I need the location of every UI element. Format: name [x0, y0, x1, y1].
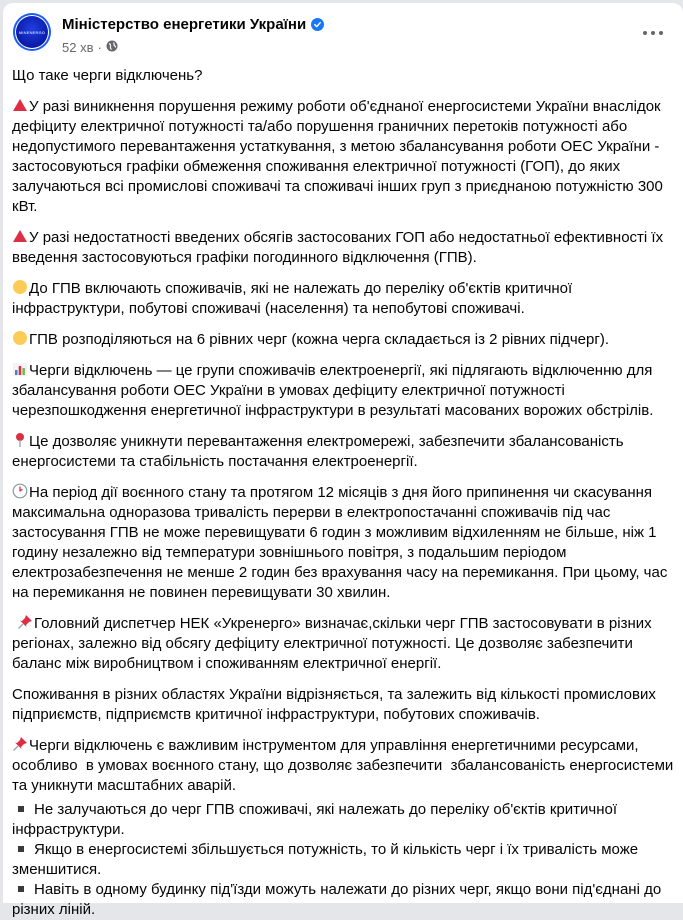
meta-separator: ·: [97, 40, 102, 55]
post-header: [3, 3, 683, 63]
list-item: Не залучаються до черг ГПВ споживачі, які належать до переліку об'єктів критичної інфраструктури.: [12, 801, 618, 838]
square-bullet-icon: [18, 806, 24, 812]
post-card: [3, 3, 683, 918]
yellow-circle-icon: [12, 279, 28, 295]
list-item: Навіть в одному будинку під'їзди можуть належати до різних черг, якщо вони під'єднані до різних ліній.: [12, 881, 662, 918]
paragraph: До ГПВ включають споживачів, які не належать до переліку об'єктів критичної інфраструктури, побутові споживачі (населення) та непобутові споживачі.: [12, 280, 577, 317]
pushpin-icon: [12, 736, 28, 752]
yellow-circle-icon: [12, 330, 28, 346]
page-name[interactable]: Міністерство енергетики України: [62, 16, 307, 33]
more-dot: [651, 31, 655, 35]
paragraph: Черги відключень — це групи споживачів електроенергії, які підлягають відключенню для збалансування роботи ОЕС України в умовах дефіциту електричної потужності черезпошкодження енергетичної інфраструктури в результаті масованих ворожих обстрілів.: [12, 362, 657, 419]
more-dot: [643, 31, 647, 35]
paragraph: Черги відключень є важливим інструментом для управління енергетичними ресурсами, особливо в умовах воєнного стану, що дозволяє забезпечити збалансованість енергосистеми та уникнути масштабних аварій.: [12, 737, 678, 794]
paragraph: Це дозволяє уникнути перевантаження електромережі, забезпечити збалансованість енергосистеми та стабільність постачання електроенергії.: [12, 433, 628, 470]
page-name-row: [62, 16, 324, 33]
bar-chart-icon: [12, 361, 28, 377]
post-time[interactable]: 52 хв: [62, 40, 94, 55]
paragraph: У разі недостатності введених обсягів застосованих ГОП або недостатньої ефективності їх введення застосовуються графіки погодинного відключення (ГПВ).: [12, 229, 668, 266]
paragraph: Споживання в різних областях України відрізняється, та залежить від кількості промислових підприємств, підприємств критичної інфраструктури, побутових споживачів.: [12, 686, 661, 723]
post-meta: [62, 40, 118, 55]
list-item: Якщо в енергосистемі збільшується потужність, то й кількість черг і їх тривалість може зменшитися.: [12, 841, 639, 878]
verified-badge-icon: [311, 18, 324, 31]
pushpin-icon: [17, 614, 33, 630]
more-options-button[interactable]: [643, 27, 663, 39]
square-bullet-icon: [18, 886, 24, 892]
avatar-logo: MINENERGO: [16, 16, 48, 48]
round-pushpin-icon: [12, 432, 28, 448]
post-body: [12, 66, 678, 920]
globe-icon: [106, 40, 118, 55]
post-title: Що таке черги відключень?: [12, 67, 203, 84]
square-bullet-icon: [18, 846, 24, 852]
bullet-list: [12, 800, 674, 920]
avatar[interactable]: [13, 13, 51, 51]
clock-icon: [12, 483, 28, 499]
paragraph: У разі виникнення порушення режиму роботи об'єднаної енергосистеми України внаслідок дефіциту електричної потужності та/або порушення граничних перетоків потужності або недопустимого перевантаження устаткування, з метою збалансування роботи ОЕС України - застосовуються графіки обмеження споживання електричної потужності (ГОП), до яких залучаються всі промислові споживачі та споживачі інших груп з приєднаною потужністю 300 кВт.: [12, 98, 668, 215]
red-triangle-icon: [12, 228, 28, 244]
more-dot: [659, 31, 663, 35]
red-triangle-icon: [12, 97, 28, 113]
paragraph: Головний диспетчер НЕК «Укренерго» визначає,скільки черг ГПВ застосовувати в різних регіонах, залежно від обсягу дефіциту електричної потужності. Це дозволяє забезпечити баланс між виробництвом і споживанням електричної енергії.: [12, 615, 656, 672]
paragraph: На період дії воєнного стану та протягом 12 місяців з дня його припинення чи скасування максимальна одноразова тривалість перерви в електропостачанні споживачів під час застосування ГПВ не може перевищувати 6 годин з можливим відхиленням не більше, ніж 1 годину незалежно від температури зовнішнього повітря, з подальшим періодом електрозабезпечення не менше 2 годин без врахування часу на перемикання. При цьому, час на перемикання не повинен перевищувати 30 хвилин.: [12, 484, 672, 601]
paragraph: ГПВ розподіляються на 6 рівних черг (кожна черга складається із 2 рівних підчерг).: [12, 330, 674, 350]
